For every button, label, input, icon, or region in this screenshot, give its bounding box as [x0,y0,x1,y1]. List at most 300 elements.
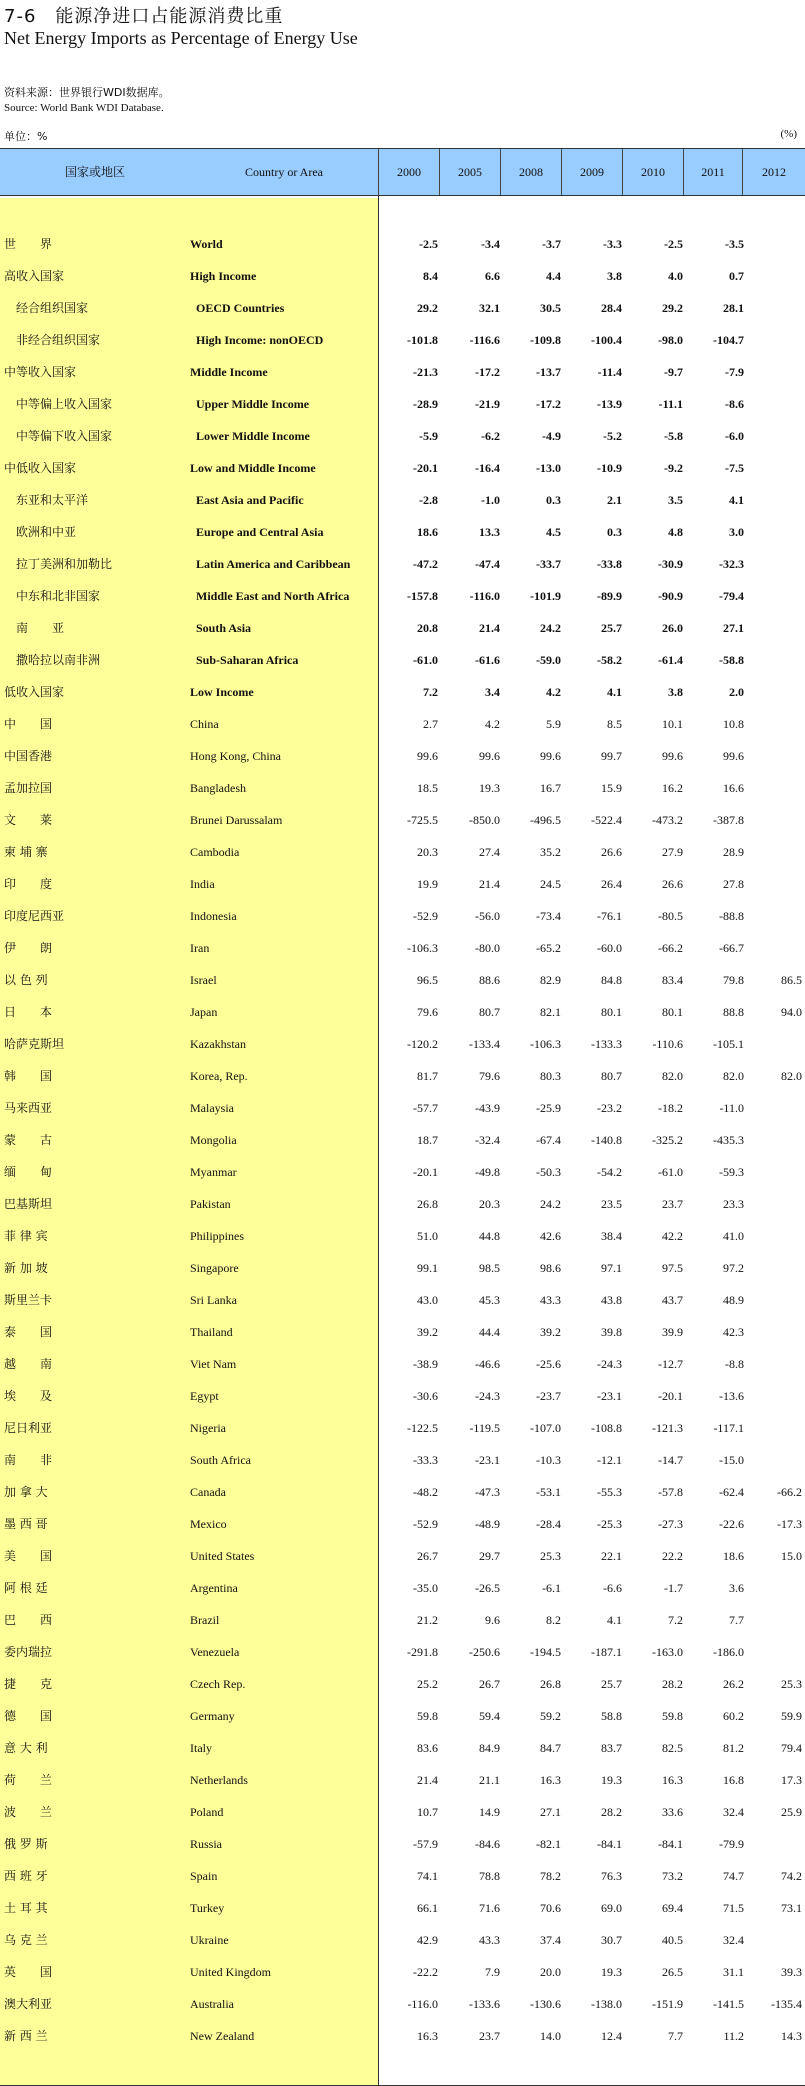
value-cell: -28.9 [413,397,438,411]
value-cell: -49.8 [475,1165,500,1179]
value-cell: 73.1 [781,1901,802,1915]
row-label-en: Bangladesh [190,781,246,795]
row-label-en: Mexico [190,1517,227,1531]
table-row [0,868,805,900]
table-row [0,1924,805,1956]
value-cell: -496.5 [530,813,561,827]
value-cell: 40.5 [662,1933,683,1947]
value-cell: 29.2 [662,301,683,315]
row-label-en: United States [190,1549,255,1563]
row-label-cn: 新 加 坡 [4,1261,48,1275]
value-cell: -194.5 [530,1645,561,1659]
row-label-cn: 越 南 [4,1357,53,1371]
value-cell: -88.8 [719,909,744,923]
value-cell: -8.6 [725,397,744,411]
page-title-cn: 7-6 能源净进口占能源消费比重 [4,6,284,27]
value-cell: 71.5 [723,1901,744,1915]
value-cell: 27.9 [662,845,683,859]
value-cell [742,804,802,836]
header-year: 2011 [701,165,725,179]
value-cell: 16.2 [662,781,683,795]
table-row [0,1540,805,1572]
table-row [0,1668,805,1700]
table-row [0,1252,805,1284]
value-cell: 18.7 [417,1133,438,1147]
table-row [0,1156,805,1188]
row-label-cn: 加 拿 大 [4,1485,48,1499]
value-cell [742,1604,802,1636]
unit-percent-label: (%) [780,128,797,140]
value-cell: -1.7 [664,1581,683,1595]
value-cell: 13.3 [479,525,500,539]
value-cell: -76.1 [597,909,622,923]
value-cell: 18.6 [417,525,438,539]
table-row [0,1604,805,1636]
value-cell [742,548,802,580]
value-cell: -18.2 [658,1101,683,1115]
value-cell: 43.3 [479,1933,500,1947]
row-label-cn: 中国香港 [4,749,53,763]
value-cell: 97.2 [723,1261,744,1275]
value-cell: -20.1 [658,1389,683,1403]
value-cell: 3.0 [729,525,744,539]
value-cell: -135.4 [771,1997,802,2011]
row-label-cn: 巴 西 [4,1613,53,1627]
header-year: 2009 [580,165,604,179]
row-label-en: United Kingdom [190,1965,271,1979]
row-label-en: New Zealand [190,2029,255,2043]
row-label-en: Japan [190,1005,218,1019]
value-cell: -3.3 [603,237,622,251]
row-label-en: Kazakhstan [190,1037,246,1051]
value-cell: 82.5 [662,1741,683,1755]
row-label-en: Nigeria [190,1421,226,1435]
value-cell: -61.0 [658,1165,683,1179]
value-cell: -13.9 [597,397,622,411]
value-cell: 21.2 [417,1613,438,1627]
row-label-cn: 非经合组织国家 [16,333,101,347]
row-label-cn: 尼日利亚 [4,1421,53,1435]
value-cell: -5.2 [603,429,622,443]
value-cell: -151.9 [652,1997,683,2011]
value-cell: 3.5 [668,493,683,507]
table-row [0,1124,805,1156]
value-cell: -250.6 [469,1645,500,1659]
value-cell: -325.2 [652,1133,683,1147]
value-cell [742,1252,802,1284]
value-cell: -58.2 [597,653,622,667]
value-cell: 43.7 [662,1293,683,1307]
value-cell: 59.8 [662,1709,683,1723]
row-label-en: Philippines [190,1229,245,1243]
value-cell: -1.0 [481,493,500,507]
value-cell: -79.4 [719,589,744,603]
value-cell: -32.3 [719,557,744,571]
table-row [0,1988,805,2020]
value-cell: 97.1 [601,1261,622,1275]
table-row [0,1636,805,1668]
value-cell: -84.1 [597,1837,622,1851]
value-cell: 19.3 [479,781,500,795]
value-cell: -33.3 [413,1453,438,1467]
value-cell [742,1028,802,1060]
value-cell: 9.6 [485,1613,500,1627]
value-cell: -117.1 [713,1421,744,1435]
table-row [0,1732,805,1764]
value-cell: -23.7 [536,1389,561,1403]
value-cell: 88.8 [723,1005,744,1019]
value-cell: -15.0 [719,1453,744,1467]
value-cell: 45.3 [479,1293,500,1307]
value-cell: -110.6 [652,1037,683,1051]
row-label-cn: 中等收入国家 [4,365,77,379]
row-label-en: Cambodia [190,845,240,859]
value-cell: -106.3 [530,1037,561,1051]
value-cell: 24.2 [540,621,561,635]
table-row [0,1796,805,1828]
value-cell: 14.9 [479,1805,500,1819]
value-cell: 20.3 [417,845,438,859]
value-cell: -73.4 [536,909,561,923]
value-cell: 19.3 [601,1965,622,1979]
value-cell: -2.5 [664,237,683,251]
value-cell: -121.3 [652,1421,683,1435]
table-row [0,1092,805,1124]
value-cell: 82.0 [781,1069,802,1083]
value-cell: 28.1 [723,301,744,315]
row-label-en: Brunei Darussalam [190,813,283,827]
value-cell [742,1348,802,1380]
row-label-cn: 哈萨克斯坦 [4,1037,65,1051]
value-cell: 84.8 [601,973,622,987]
value-cell: -57.9 [413,1837,438,1851]
row-label-en: Ukraine [190,1933,229,1947]
row-label-en: Indonesia [190,909,237,923]
row-label-cn: 南 非 [4,1453,53,1467]
row-label-en: Upper Middle Income [196,397,310,411]
row-label-cn: 西 班 牙 [4,1869,48,1883]
row-label-cn: 高收入国家 [4,269,65,283]
value-cell: -59.0 [536,653,561,667]
value-cell: -98.0 [658,333,683,347]
table-row [0,1572,805,1604]
value-cell: 23.5 [601,1197,622,1211]
value-cell: 3.8 [668,685,683,699]
value-cell [742,324,802,356]
value-cell: 32.4 [723,1805,744,1819]
value-cell: 30.7 [601,1933,622,1947]
value-cell: 16.3 [540,1773,561,1787]
value-cell: -82.1 [536,1837,561,1851]
value-cell: 7.9 [485,1965,500,1979]
value-cell: -8.8 [725,1357,744,1371]
value-cell [742,580,802,612]
value-cell: -3.5 [725,237,744,251]
table-row [0,260,805,292]
row-label-en: OECD Countries [196,301,285,315]
source-note-cn: 资料来源：世界银行WDI数据库。 [4,86,170,99]
value-cell: -56.0 [475,909,500,923]
value-cell: 83.7 [601,1741,622,1755]
row-label-cn: 新 西 兰 [4,2029,48,2043]
value-cell: 7.2 [668,1613,683,1627]
row-label-en: Egypt [190,1389,219,1403]
value-cell: 26.4 [601,877,622,891]
row-label-cn: 缅 甸 [4,1165,53,1179]
table-row [0,740,805,772]
value-cell: 88.6 [479,973,500,987]
value-cell: 81.2 [723,1741,744,1755]
value-cell [742,1284,802,1316]
row-label-cn: 印度尼西亚 [4,909,65,923]
value-cell: -4.9 [542,429,561,443]
value-cell: -100.4 [591,333,622,347]
value-cell: -109.8 [530,333,561,347]
value-cell: 99.6 [540,749,561,763]
value-cell: 19.3 [601,1773,622,1787]
value-cell: 80.1 [662,1005,683,1019]
value-cell: 44.4 [479,1325,500,1339]
value-cell: -80.5 [658,909,683,923]
value-cell: 74.7 [723,1869,744,1883]
value-cell [742,708,802,740]
value-cell: -163.0 [652,1645,683,1659]
value-cell: 29.2 [417,301,438,315]
row-label-en: Viet Nam [190,1357,237,1371]
value-cell: -79.9 [719,1837,744,1851]
value-cell: -22.2 [413,1965,438,1979]
value-cell: 39.9 [662,1325,683,1339]
table-row [0,2020,805,2052]
value-cell: 97.5 [662,1261,683,1275]
row-label-en: Australia [190,1997,234,2011]
value-cell: 28.2 [601,1805,622,1819]
value-cell: 26.2 [723,1677,744,1691]
value-cell: 35.2 [540,845,561,859]
value-cell: 76.3 [601,1869,622,1883]
row-label-en: Spain [190,1869,218,1883]
value-cell: -21.9 [475,397,500,411]
value-cell: -20.1 [413,461,438,475]
value-cell [742,676,802,708]
value-cell: 25.7 [601,621,622,635]
value-cell: -6.1 [542,1581,561,1595]
value-cell: 39.8 [601,1325,622,1339]
value-cell: 4.8 [668,525,683,539]
row-label-en: East Asia and Pacific [196,493,304,507]
value-cell: -10.3 [536,1453,561,1467]
value-cell: 28.4 [601,301,622,315]
value-cell [742,516,802,548]
value-cell: 82.0 [723,1069,744,1083]
value-cell: 41.0 [723,1229,744,1243]
row-label-cn: 经合组织国家 [16,301,89,315]
row-label-cn: 中 国 [4,717,53,731]
table-row [0,228,805,260]
value-cell: -35.0 [413,1581,438,1595]
value-cell: 19.9 [417,877,438,891]
value-cell: 18.6 [723,1549,744,1563]
value-cell: -140.8 [591,1133,622,1147]
value-cell: 29.7 [479,1549,500,1563]
value-cell: -11.1 [658,397,683,411]
table-row [0,676,805,708]
value-cell: 37.4 [540,1933,561,1947]
row-label-en: Thailand [190,1325,233,1339]
value-cell: -133.3 [591,1037,622,1051]
source-note-en: Source: World Bank WDI Database. [4,102,164,114]
value-cell: 6.6 [485,269,500,283]
value-cell: -17.3 [777,1517,802,1531]
value-cell [742,644,802,676]
value-cell: -120.2 [407,1037,438,1051]
value-cell: 12.4 [601,2029,622,2043]
table-row [0,644,805,676]
value-cell: 42.6 [540,1229,561,1243]
value-cell: 4.5 [546,525,561,539]
table-row [0,484,805,516]
row-label-cn: 美 国 [4,1549,53,1563]
table-row [0,452,805,484]
value-cell: -291.8 [407,1645,438,1659]
value-cell [742,260,802,292]
value-cell: 14.3 [781,2029,802,2043]
value-cell [742,932,802,964]
value-cell: 10.7 [417,1805,438,1819]
value-cell: 79.6 [479,1069,500,1083]
row-label-cn: 捷 克 [4,1677,53,1691]
value-cell [742,1444,802,1476]
value-cell: -48.2 [413,1485,438,1499]
value-cell: -186.0 [713,1645,744,1659]
row-label-en: Netherlands [190,1773,248,1787]
value-cell: -47.2 [413,557,438,571]
value-cell: -105.1 [713,1037,744,1051]
value-cell: -61.6 [475,653,500,667]
value-cell: -47.3 [475,1485,500,1499]
value-cell: -20.1 [413,1165,438,1179]
value-cell: 7.2 [423,685,438,699]
value-cell: 84.9 [479,1741,500,1755]
value-cell: 3.6 [729,1581,744,1595]
table-row [0,1892,805,1924]
value-cell: -116.0 [407,1997,438,2011]
value-cell: 59.4 [479,1709,500,1723]
value-cell: 20.8 [417,621,438,635]
row-label-en: Malaysia [190,1101,234,1115]
table-row [0,1444,805,1476]
value-cell: 26.0 [662,621,683,635]
table-row [0,996,805,1028]
value-cell: 17.3 [781,1773,802,1787]
table-header [0,148,805,196]
value-cell: 81.7 [417,1069,438,1083]
row-label-en: Latin America and Caribbean [196,557,351,571]
value-cell: 99.7 [601,749,622,763]
value-cell: -30.9 [658,557,683,571]
value-cell: -106.3 [407,941,438,955]
value-cell: -33.7 [536,557,561,571]
value-cell: -133.6 [469,1997,500,2011]
value-cell: -6.2 [481,429,500,443]
value-cell: -58.8 [719,653,744,667]
value-cell: 70.6 [540,1901,561,1915]
value-cell: -84.6 [475,1837,500,1851]
row-label-en: Sub-Saharan Africa [196,653,299,667]
value-cell: -5.8 [664,429,683,443]
value-cell: -12.1 [597,1453,622,1467]
value-cell: 51.0 [417,1229,438,1243]
value-cell: -850.0 [469,813,500,827]
value-cell: 16.3 [662,1773,683,1787]
value-cell: 80.3 [540,1069,561,1083]
row-label-en: Hong Kong, China [190,749,281,763]
header-year: 2005 [458,165,482,179]
table-row [0,612,805,644]
value-cell: 22.2 [662,1549,683,1563]
value-cell: 84.7 [540,1741,561,1755]
value-cell [742,484,802,516]
value-cell: -47.4 [475,557,500,571]
value-cell: 8.5 [607,717,622,731]
table-row [0,388,805,420]
row-label-cn: 土 耳 其 [4,1901,48,1915]
row-label-en: Low and Middle Income [190,461,316,475]
row-label-en: Russia [190,1837,223,1851]
value-cell: 4.2 [485,717,500,731]
value-cell: -89.9 [597,589,622,603]
table-row [0,1220,805,1252]
value-cell [742,1828,802,1860]
table-row [0,1508,805,1540]
table-row [0,580,805,612]
table-row [0,1348,805,1380]
value-cell: 33.6 [662,1805,683,1819]
table-row [0,932,805,964]
row-label-cn: 意 大 利 [4,1741,48,1755]
row-label-en: Singapore [190,1261,239,1275]
row-label-en: Sri Lanka [190,1293,237,1307]
table-row [0,420,805,452]
table-row [0,1860,805,1892]
value-cell: 82.9 [540,973,561,987]
value-cell: -130.6 [530,1997,561,2011]
row-label-en: High Income [190,269,257,283]
row-label-en: Italy [190,1741,212,1755]
row-label-en: South Africa [190,1453,251,1467]
value-cell: -138.0 [591,1997,622,2011]
value-cell: 21.4 [417,1773,438,1787]
value-cell: -59.3 [719,1165,744,1179]
row-label-en: China [190,717,219,731]
value-cell: -28.4 [536,1517,561,1531]
value-cell: -107.0 [530,1421,561,1435]
value-cell: -9.7 [664,365,683,379]
table-row [0,1060,805,1092]
row-label-cn: 德 国 [4,1709,53,1723]
value-cell: 16.3 [417,2029,438,2043]
value-cell [742,1924,802,1956]
row-label-en: Middle East and North Africa [196,589,350,603]
value-cell: 25.9 [781,1805,802,1819]
table-row [0,548,805,580]
value-cell: 32.1 [479,301,500,315]
row-label-cn: 欧洲和中亚 [16,525,77,539]
row-label-cn: 中等偏下收入国家 [16,429,113,443]
value-cell: -17.2 [475,365,500,379]
value-cell: -23.2 [597,1101,622,1115]
value-cell: 99.6 [723,749,744,763]
